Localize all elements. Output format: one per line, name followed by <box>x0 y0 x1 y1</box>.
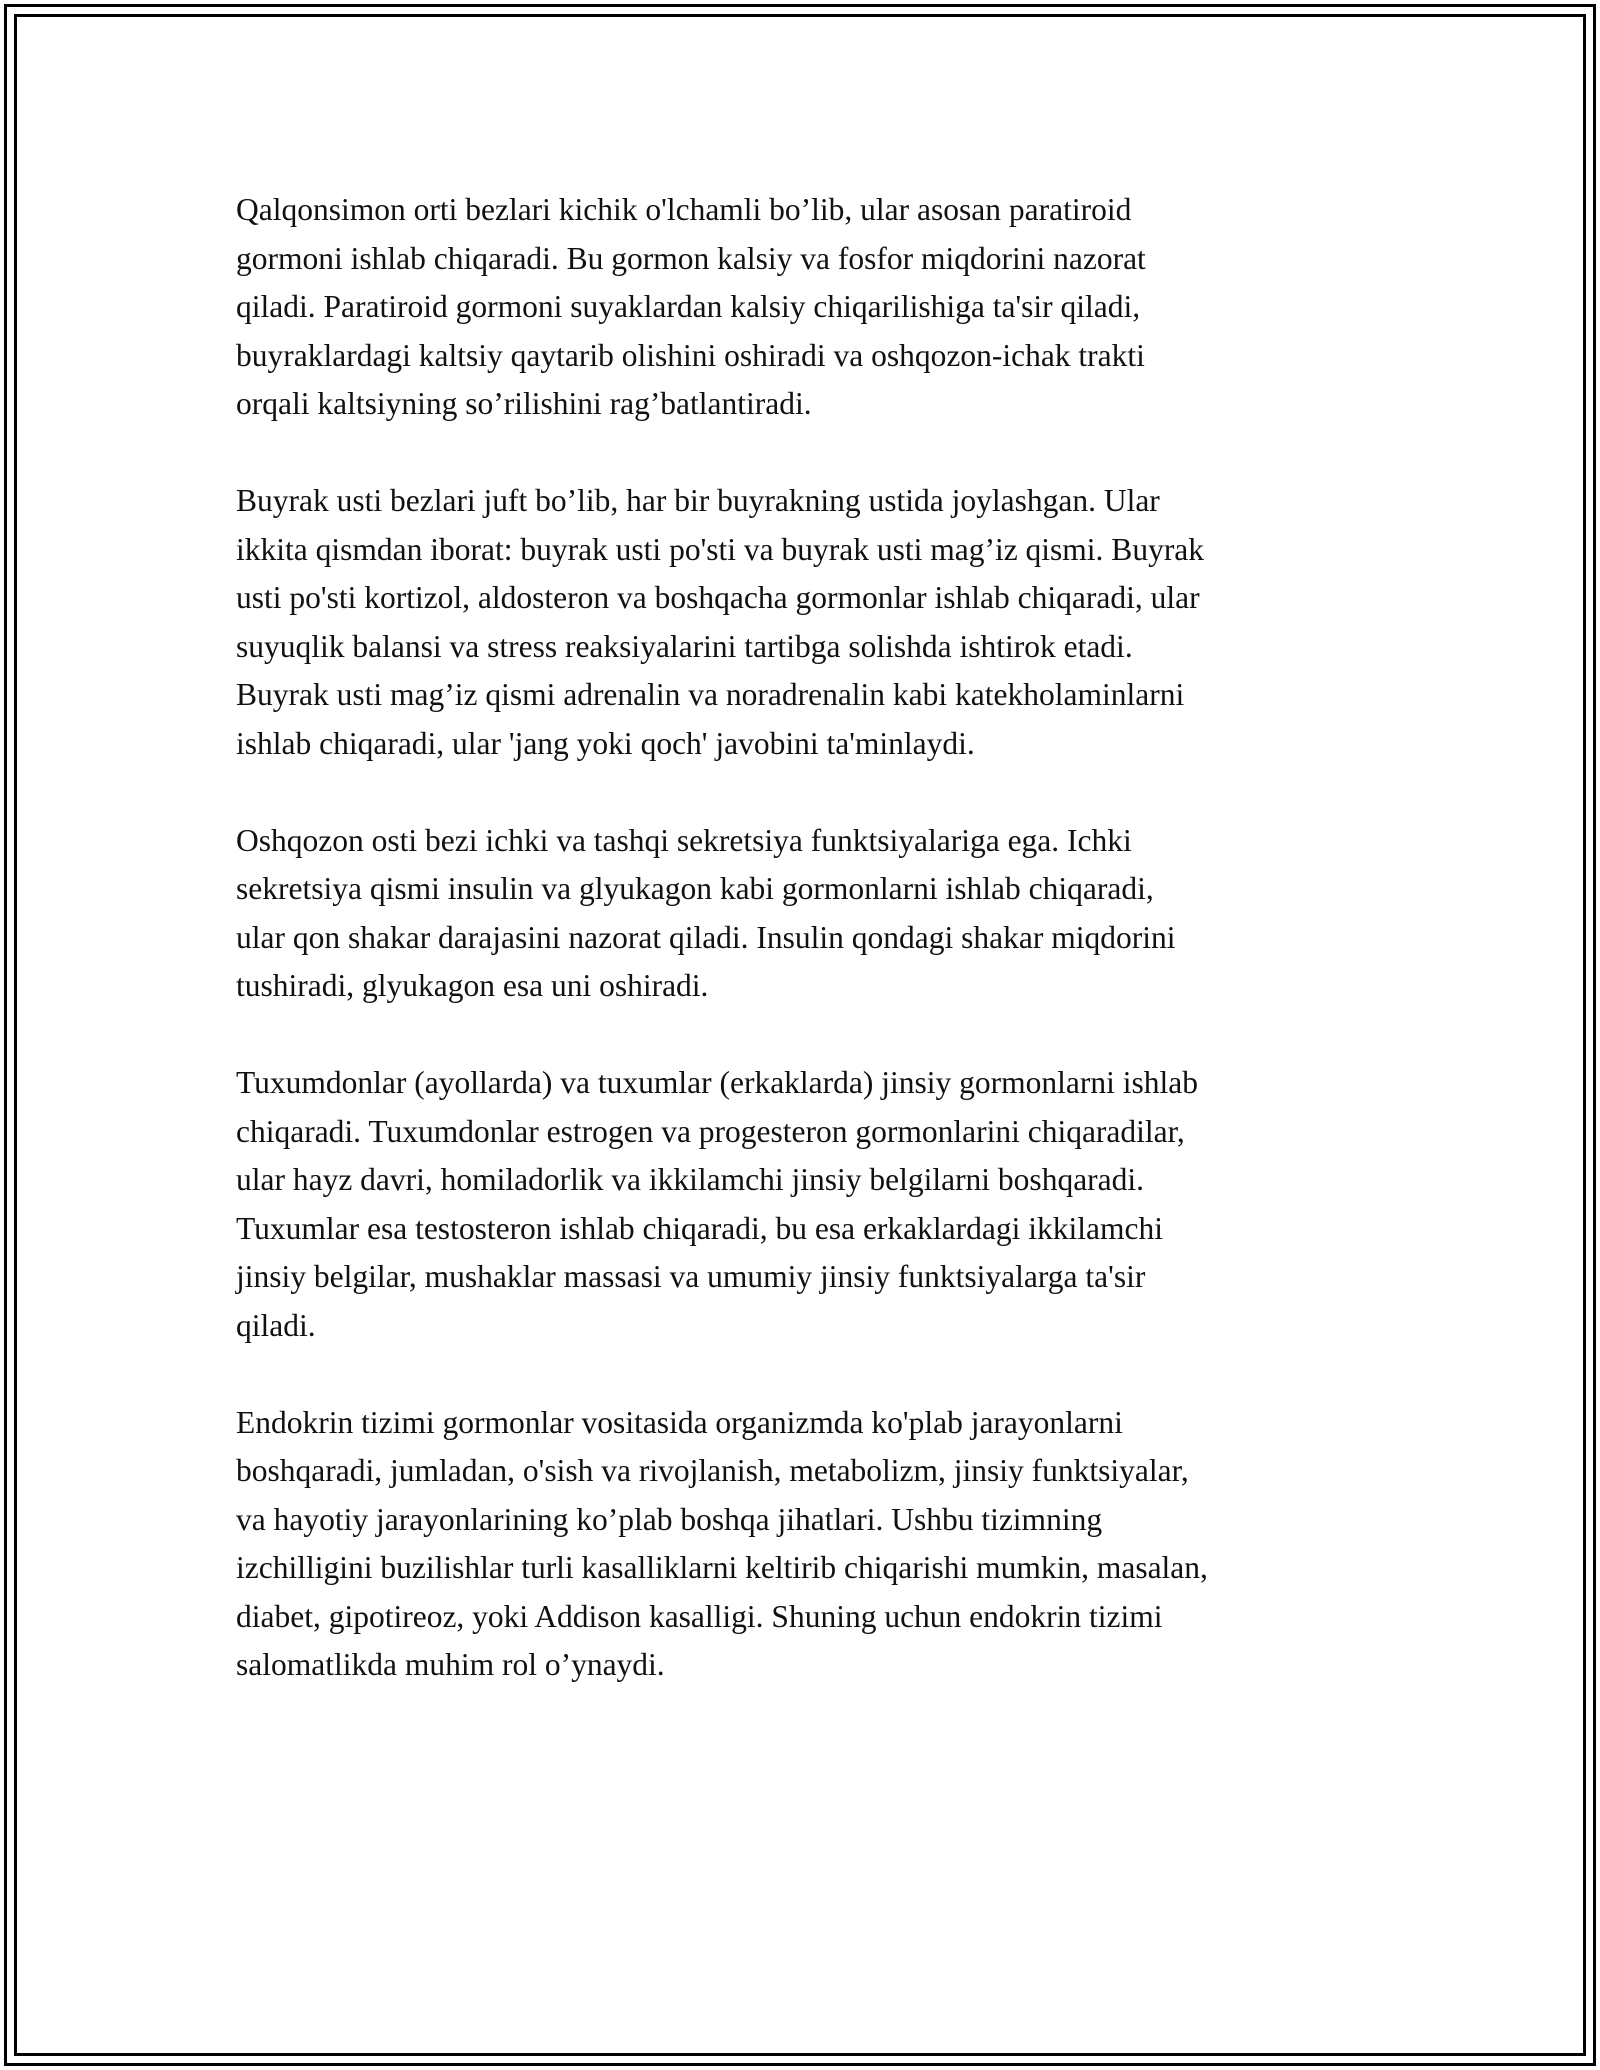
paragraph-parathyroid <box>236 186 1376 429</box>
text-line: usti po'sti kortizol, aldosteron va boshqacha gormonlar ishlab chiqaradi, ular <box>236 580 1200 615</box>
paragraph-endocrine-system <box>236 1399 1376 1690</box>
text-line: Tuxumdonlar (ayollarda) va tuxumlar (erkaklarda) jinsiy gormonlarni ishlab <box>236 1065 1198 1100</box>
text-line: orqali kaltsiyning so’rilishini rag’batlantiradi. <box>236 386 812 421</box>
paragraph-pancreas <box>236 817 1376 1011</box>
text-line: jinsiy belgilar, mushaklar massasi va umumiy jinsiy funktsiyalarga ta'sir <box>236 1259 1146 1294</box>
text-line: boshqaradi, jumladan, o'sish va rivojlanish, metabolizm, jinsiy funktsiyalar, <box>236 1453 1189 1488</box>
text-line: Tuxumlar esa testosteron ishlab chiqaradi, bu esa erkaklardagi ikkilamchi <box>236 1210 1163 1246</box>
text-line: Buyrak usti bezlari juft bo’lib, har bir buyrakning ustida joylashgan. Ular <box>236 483 1160 518</box>
text-line: ular hayz davri, homiladorlik va ikkilamchi jinsiy belgilarni boshqaradi. <box>236 1162 1145 1197</box>
paragraph-gonads <box>236 1059 1376 1350</box>
text-line: qiladi. Paratiroid gormoni suyaklardan kalsiy chiqarilishiga ta'sir qiladi, <box>236 289 1141 324</box>
text-line: diabet, gipotireoz, yoki Addison kasalligi. Shuning uchun endokrin tizimi <box>236 1598 1163 1634</box>
text-line: suyuqlik balansi va stress reaksiyalarini tartibga solishda ishtirok etadi. <box>236 628 1133 664</box>
document-body <box>236 186 1376 1738</box>
text-line: buyraklardagi kaltsiy qaytarib olishini oshiradi va oshqozon-ichak trakti <box>236 337 1145 373</box>
text-line: sekretsiya qismi insulin va glyukagon kabi gormonlarni ishlab chiqaradi, <box>236 871 1154 906</box>
text-line: Endokrin tizimi gormonlar vositasida organizmda ko'plab jarayonlarni <box>236 1404 1123 1440</box>
text-line: Buyrak usti mag’iz qismi adrenalin va noradrenalin kabi katekholaminlarni <box>236 677 1185 712</box>
text-line: tushiradi, glyukagon esa uni oshiradi. <box>236 968 709 1003</box>
text-line: qiladi. <box>236 1307 316 1343</box>
text-line: ishlab chiqaradi, ular 'jang yoki qoch' javobini ta'minlaydi. <box>236 725 975 761</box>
text-line: gormoni ishlab chiqaradi. Bu gormon kalsiy va fosfor miqdorini nazorat <box>236 240 1146 276</box>
paragraph-adrenal <box>236 477 1376 768</box>
text-line: chiqaradi. Tuxumdonlar estrogen va progesteron gormonlarini chiqaradilar, <box>236 1113 1185 1149</box>
text-line: Oshqozon osti bezi ichki va tashqi sekretsiya funktsiyalariga ega. Ichki <box>236 822 1132 858</box>
text-line: Qalqonsimon orti bezlari kichik o'lchamli bo’lib, ular asosan paratiroid <box>236 192 1132 227</box>
text-line: ular qon shakar darajasini nazorat qiladi. Insulin qondagi shakar miqdorini <box>236 919 1176 955</box>
text-line: va hayotiy jarayonlarining ko’plab boshqa jihatlari. Ushbu tizimning <box>236 1501 1103 1537</box>
text-line: ikkita qismdan iborat: buyrak usti po'sti va buyrak usti mag’iz qismi. Buyrak <box>236 531 1205 567</box>
text-line: salomatlikda muhim rol o’ynaydi. <box>236 1647 665 1682</box>
text-line: izchilligini buzilishlar turli kasalliklarni keltirib chiqarishi mumkin, masalan, <box>236 1550 1208 1585</box>
